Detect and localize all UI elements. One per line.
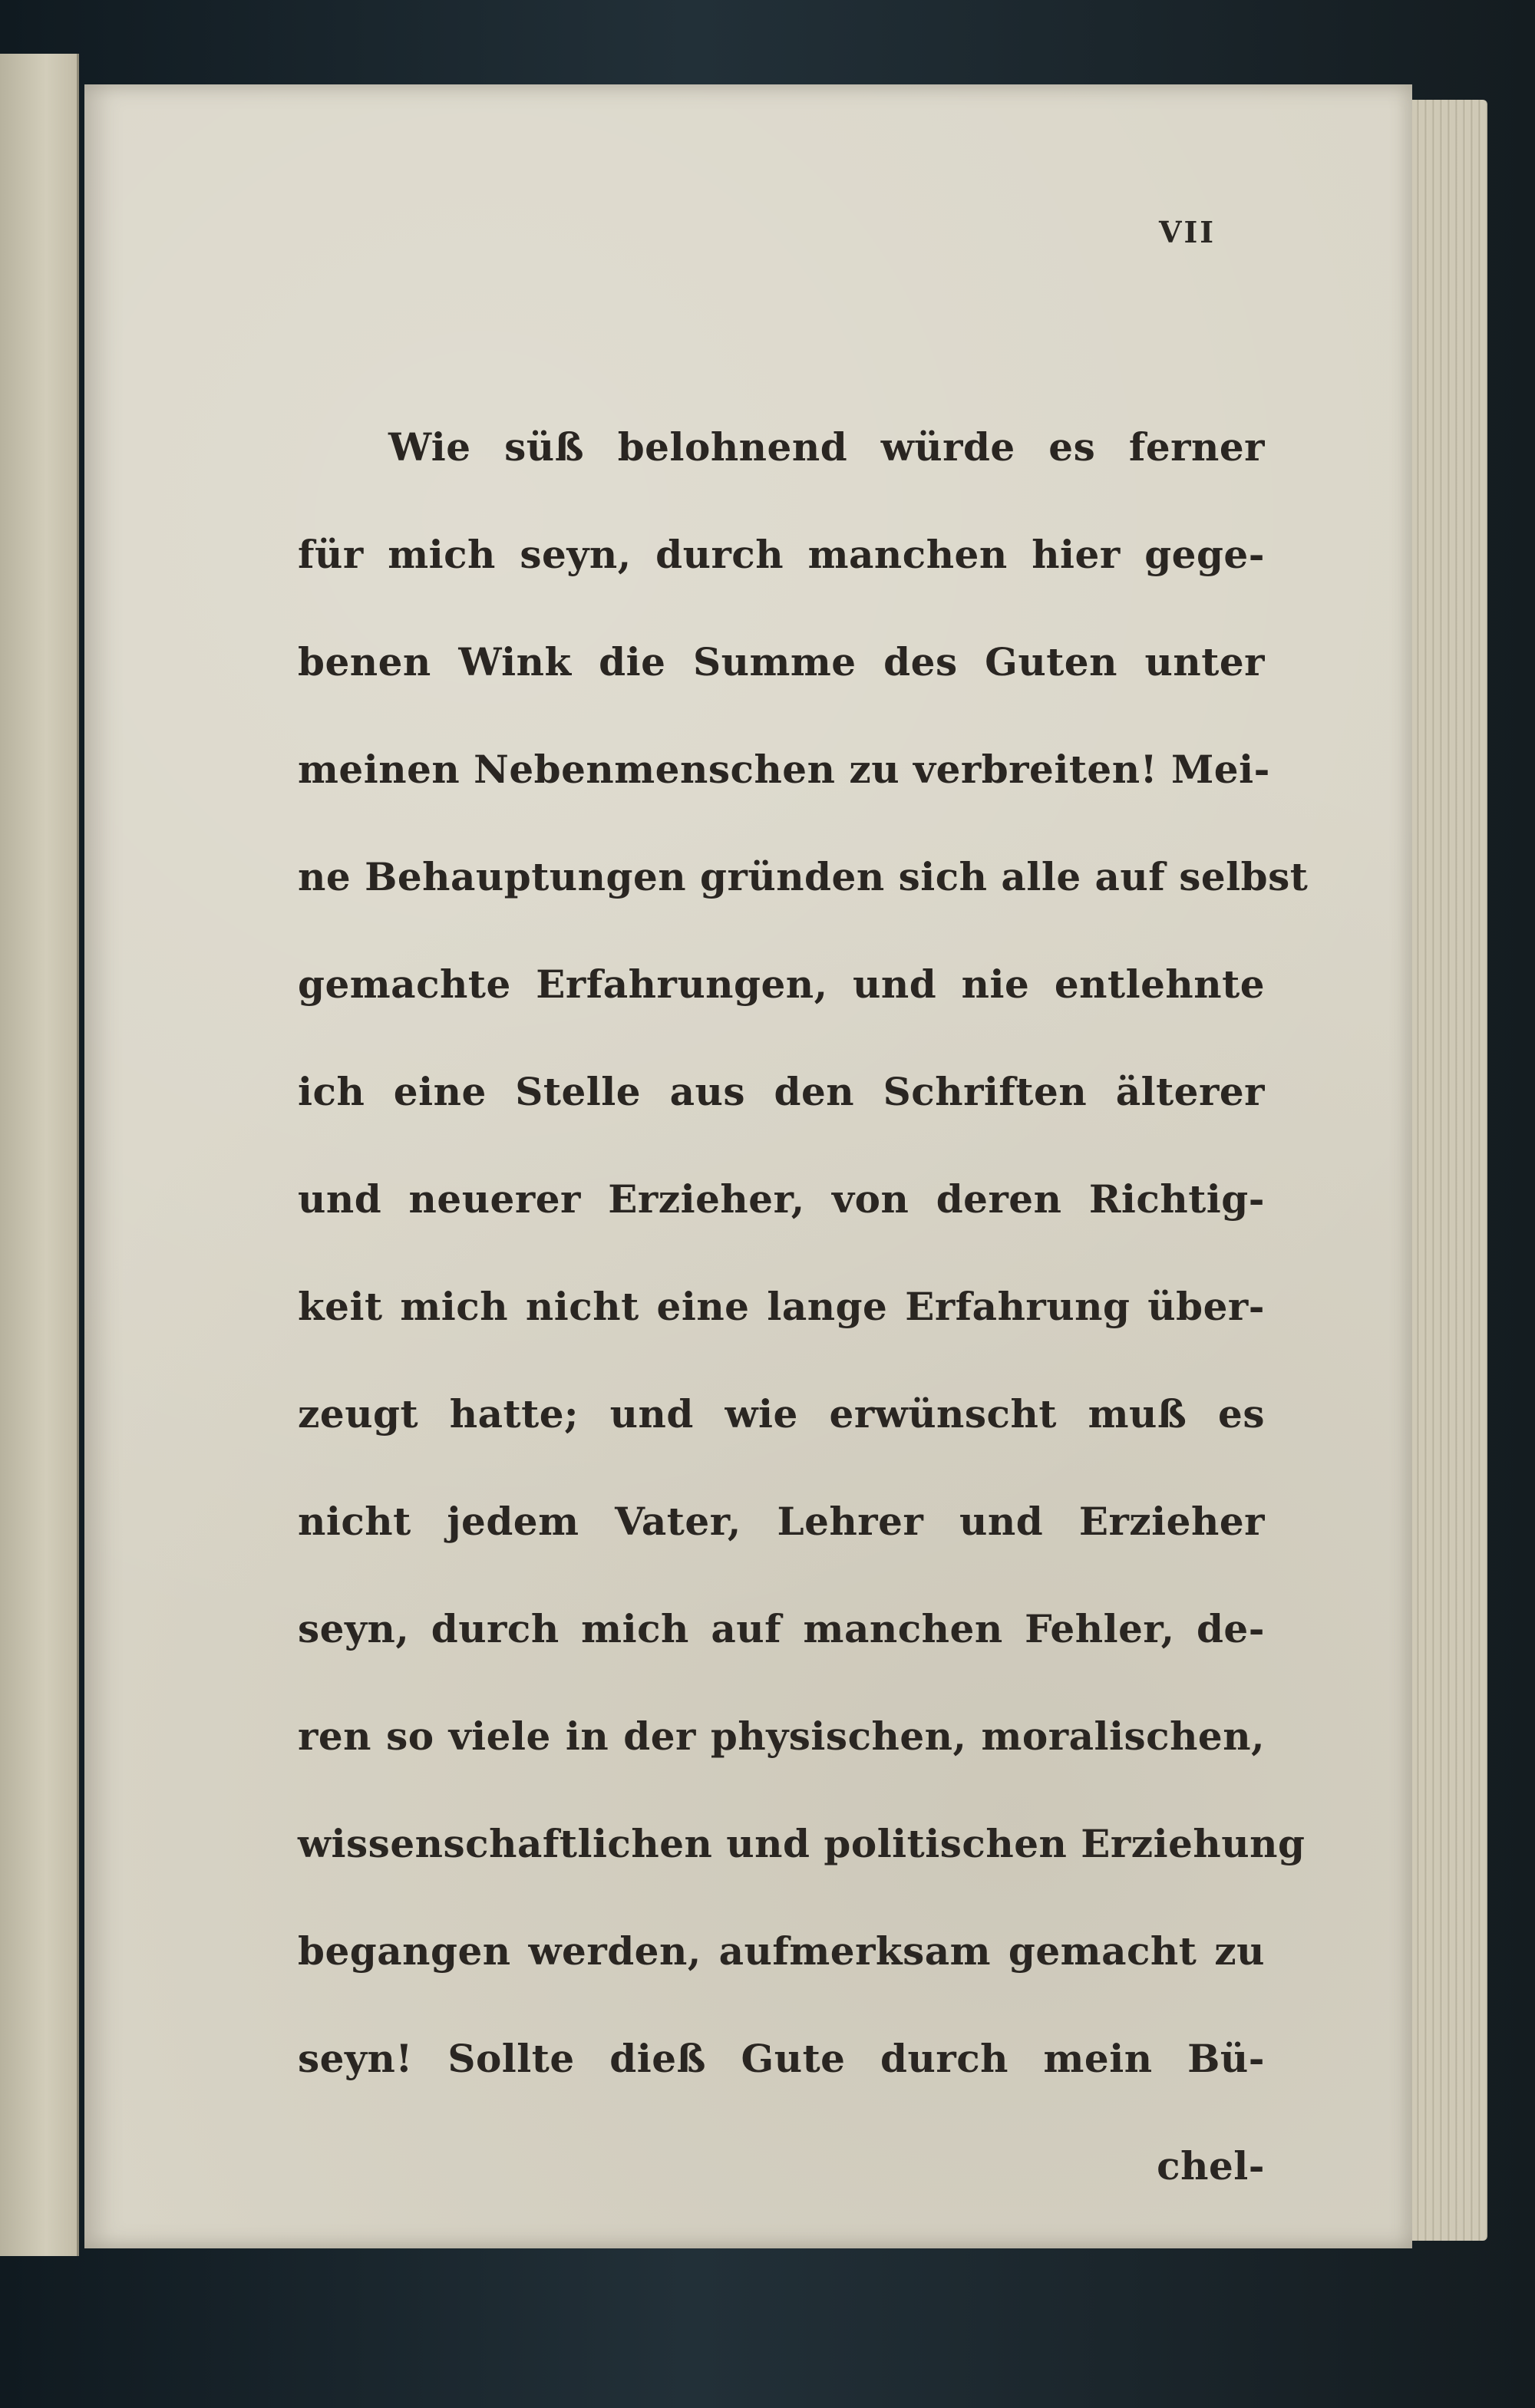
text-line: zeugt hatte; und wie erwünscht muß es <box>298 1391 1265 1437</box>
text-line: ne Behauptungen gründen sich alle auf selbst <box>298 854 1309 899</box>
text-line: keit mich nicht eine lange Erfahrung über- <box>298 1284 1265 1329</box>
text-line: seyn! Sollte dieß Gute durch mein Bü- <box>298 2036 1265 2081</box>
text-line: wissenschaftlichen und politischen Erziehung <box>298 1821 1306 1866</box>
text-line: nicht jedem Vater, Lehrer und Erzieher <box>298 1499 1265 1544</box>
text-line: seyn, durch mich auf manchen Fehler, de- <box>298 1606 1265 1651</box>
text-line: ren so viele in der physischen, moralischen, <box>298 1714 1265 1759</box>
book-page <box>84 84 1412 2248</box>
text-line: gemachte Erfahrungen, und nie entlehnte <box>298 962 1265 1007</box>
text-line: ich eine Stelle aus den Schriften älterer <box>298 1069 1265 1114</box>
text-line: und neuerer Erzieher, von deren Richtig- <box>298 1176 1265 1222</box>
text-line: benen Wink die Summe des Guten unter <box>298 639 1265 684</box>
page-edges-stack <box>1405 100 1487 2241</box>
text-line: begangen werden, aufmerksam gemacht zu <box>298 1928 1265 1974</box>
text-line: Wie süß belohnend würde es ferner <box>388 424 1265 470</box>
text-line: für mich seyn, durch manchen hier gege- <box>298 532 1265 577</box>
text-line: meinen Nebenmenschen zu verbreiten! Mei- <box>298 747 1270 792</box>
facing-page-edge <box>0 54 79 2256</box>
page-number: VII <box>1159 215 1216 249</box>
catchword: chel- <box>1157 2143 1265 2189</box>
